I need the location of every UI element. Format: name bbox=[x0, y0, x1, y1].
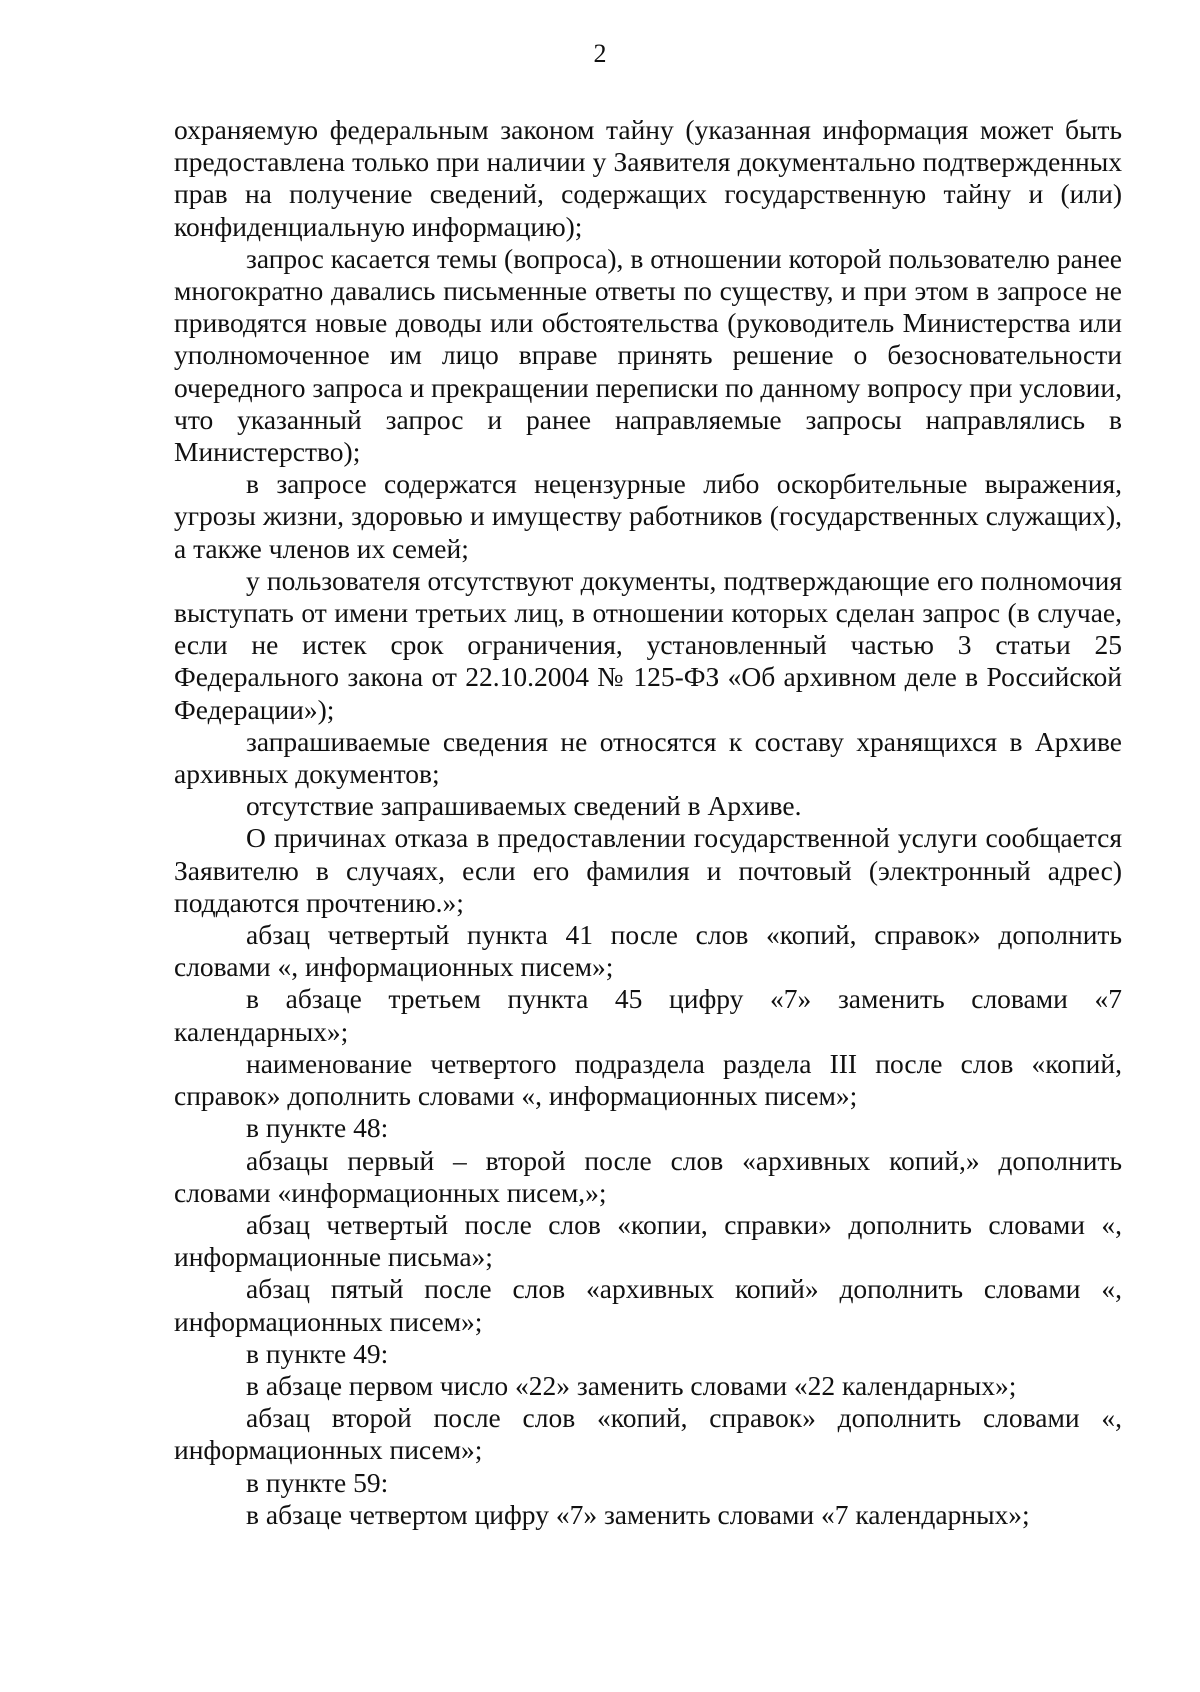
paragraph: запрашиваемые сведения не относятся к составу хранящихся в Архиве архивных документов; bbox=[174, 725, 1122, 790]
document-body bbox=[174, 114, 1122, 1531]
paragraph: в абзаце третьем пункта 45 цифру «7» заменить словами «7 календарных»; bbox=[174, 983, 1122, 1047]
paragraph: наименование четвертого подраздела раздела III после слов «копий, справок» дополнить словами «, информационных писем»; bbox=[174, 1047, 1122, 1112]
paragraph: в запросе содержатся нецензурные либо оскорбительные выражения, угрозы жизни, здоровью и имуществу работников (государственных служащих), а также членов их семей; bbox=[174, 468, 1122, 564]
paragraph: отсутствие запрашиваемых сведений в Архиве. bbox=[246, 790, 802, 822]
paragraph: абзац четвертый пункта 41 после слов «копий, справок» дополнить словами «, информационных писем»; bbox=[174, 919, 1122, 983]
paragraph: абзац пятый после слов «архивных копий» дополнить словами «, информационных писем»; bbox=[174, 1273, 1122, 1337]
paragraph: абзац четвертый после слов «копии, справки» дополнить словами «, информационные письма»; bbox=[174, 1208, 1122, 1273]
page-number: 2 bbox=[593, 39, 607, 68]
paragraph-continuation: охраняемую федеральным законом тайну (указанная информация может быть предоставлена только при наличии у Заявителя документально подтвержденных прав на получение сведений, содержащих государственную тайну и (или) конфиденциальную информацию); bbox=[174, 114, 1122, 242]
paragraph: абзац второй после слов «копий, справок» дополнить словами «, информационных писем»; bbox=[174, 1402, 1122, 1466]
paragraph: абзацы первый – второй после слов «архивных копий,» дополнить словами «информационных писем,»; bbox=[174, 1144, 1122, 1208]
paragraph: в пункте 48: bbox=[246, 1112, 389, 1144]
paragraph: в пункте 59: bbox=[246, 1466, 389, 1498]
paragraph: у пользователя отсутствуют документы, подтверждающие его полномочия выступать от имени третьих лиц, в отношении которых сделан запрос (в случае, если не истек срок ограничения, установленный частью 3 статьи 25 Федерального закона от 22.10.2004 № 125-ФЗ «Об архивном деле в Российской Федерации»); bbox=[174, 564, 1122, 725]
paragraph: О причинах отказа в предоставлении государственной услуги сообщается Заявителю в случаях, если его фамилия и почтовый (электронный адрес) поддаются прочтению.»; bbox=[174, 822, 1122, 918]
paragraph: в абзаце первом число «22» заменить словами «22 календарных»; bbox=[246, 1369, 1017, 1401]
paragraph: в пункте 49: bbox=[246, 1337, 389, 1369]
paragraph: в абзаце четвертом цифру «7» заменить словами «7 календарных»; bbox=[246, 1498, 1030, 1530]
paragraph: запрос касается темы (вопроса), в отношении которой пользователю ранее многократно давались письменные ответы по существу, и при этом в запросе не приводятся новые доводы или обстоятельства (руководитель Министерства или уполномоченное им лицо вправе принять решение о безосновательности очередного запроса и прекращении переписки по данному вопросу при условии, что указанный запрос и ранее направляемые запросы направлялись в Министерство); bbox=[174, 242, 1122, 468]
